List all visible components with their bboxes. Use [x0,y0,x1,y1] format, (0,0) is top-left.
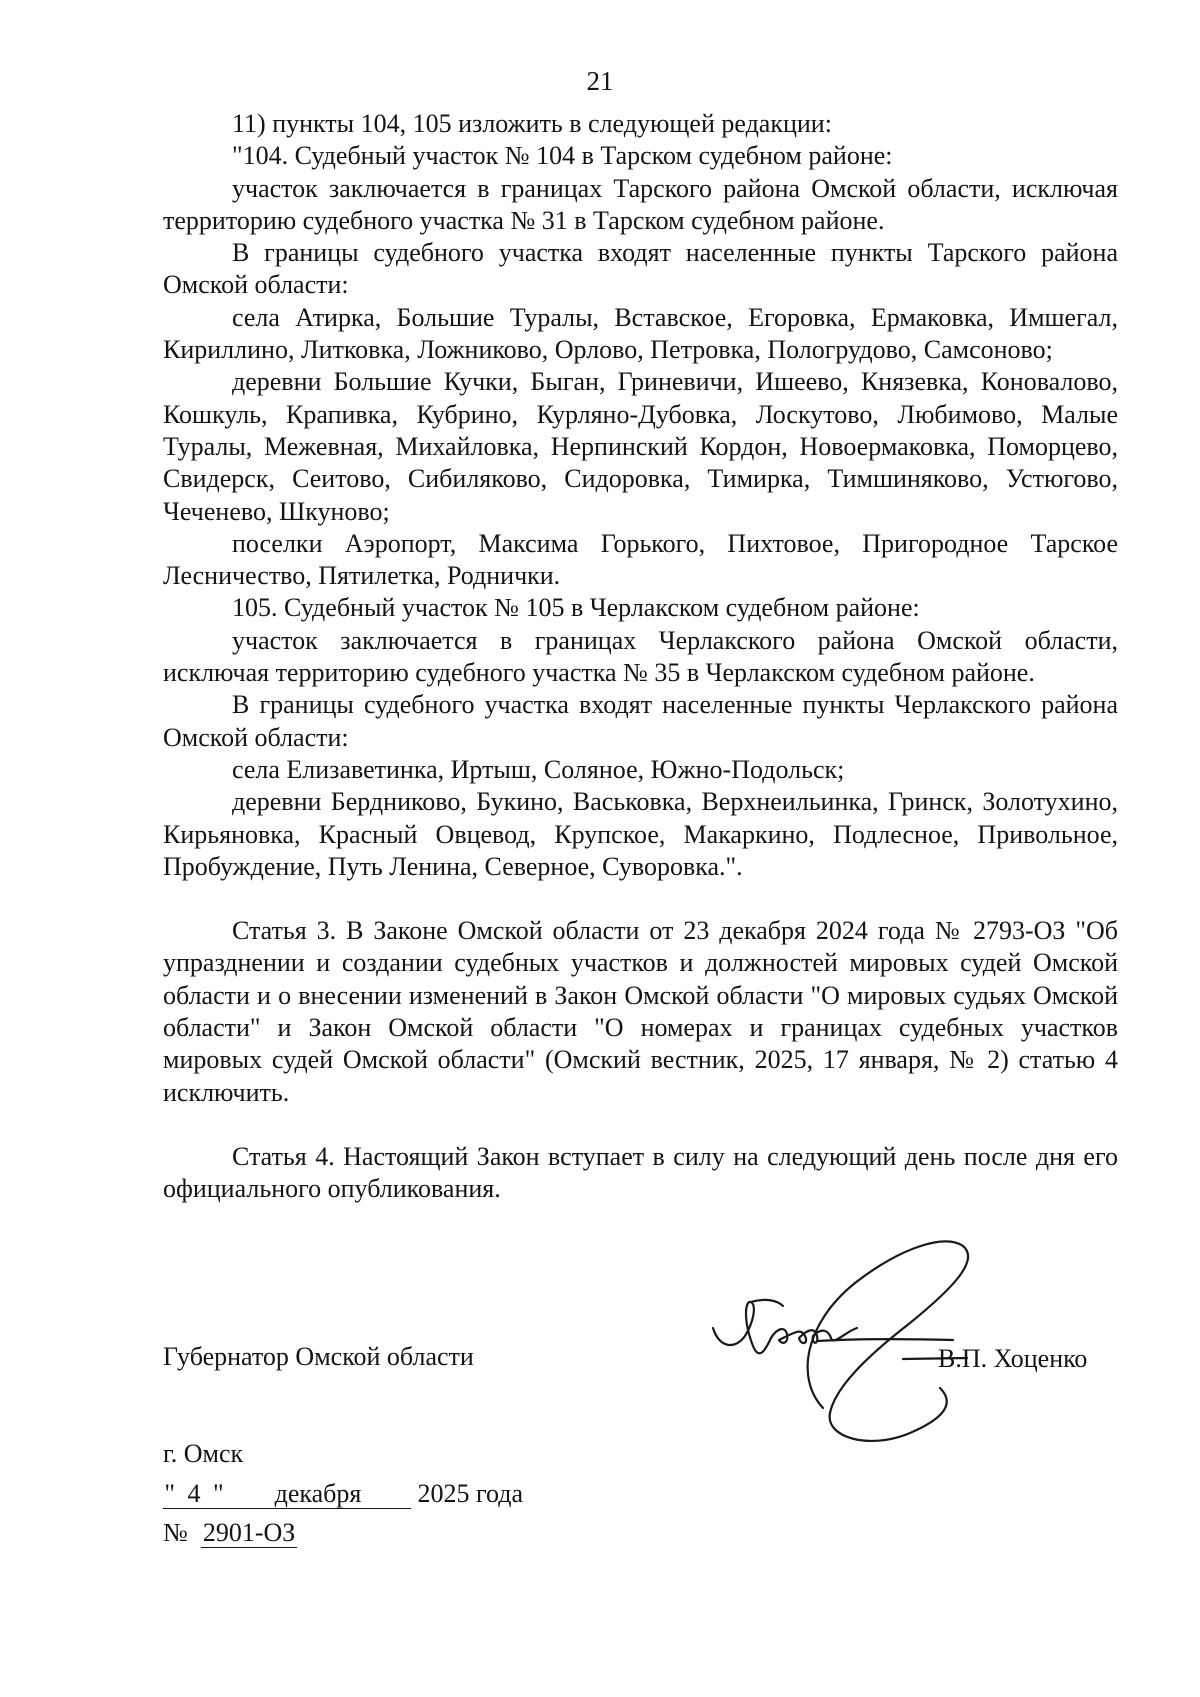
paragraph-item-105-heading: 105. Судебный участок № 105 в Черлакском судебном районе: [232,593,920,623]
law-number-value: 2901-ОЗ [202,1518,296,1547]
paragraph-item-104-boundary: участок заключается в границах Тарского района Омской области, исключая территорию судебного участка № 31 в Тарском судебном районе. [163,173,1118,235]
date-month: декабря [225,1480,411,1509]
signing-date [163,1479,523,1509]
paragraph-item-104-settlements-intro: В границы судебного участка входят населенные пункты Тарского района Омской области: [163,238,1118,300]
page-number: 21 [586,66,614,96]
paragraph-item-105-villages: села Елизаветинка, Иртыш, Соляное, Южно-Подольск; [232,754,845,784]
date-open-quote: " [164,1479,175,1508]
signing-place: г. Омск [163,1439,244,1468]
paragraph-item-104-heading: "104. Судебный участок № 104 в Тарском судебном районе: [232,141,893,171]
date-year: 2025 года [417,1479,524,1508]
law-number [163,1518,297,1548]
date-close-quote: " [213,1479,224,1508]
paragraph-item-104-hamlets: деревни Большие Кучки, Быган, Гриневичи, Ишеево, Князевка, Коновалово, Кошкуль, Крапивка, Кубрино, Курляно-Дубовка, Лоскутово, Любимово, Малые Туралы, Межевная, Михайловка, Нерпинский Кордон, Новоермаковка, Поморцево, Свидерск, Сеитово, Сибиляково, Сидоровка, Тимирка, Тимшиняково, Устюгово, Чеченево, Шкуново; [163,367,1118,526]
paragraph-article-4: Статья 4. Настоящий Закон вступает в силу на следующий день после дня его официального опубликования. [163,1141,1118,1204]
governor-title: Губернатор Омской области [163,1342,474,1371]
paragraph-item-105-boundary: участок заключается в границах Черлакского района Омской области, исключая территорию судебного участка № 35 в Черлакском судебном районе. [163,625,1118,688]
date-day: 4 [187,1479,201,1508]
law-number-prefix: № [163,1518,188,1547]
paragraph-article-3: Статья 3. В Законе Омской области от 23 декабря 2024 года № 2793-ОЗ "Об упразднении и создании судебных участков и должностей мировых судей Омской области и о внесении изменений в Закон Омской области "О мировых судьях Омской области" и Закон Омской области "О номерах и границах судебных участков мировых судей Омской области" (Омский вестник, 2025, 17 января, № 2) статью 4 исключить. [163,916,1118,1107]
handwritten-signature [705,1228,1025,1458]
paragraph-item-104-settlements: поселки Аэропорт, Максима Горького, Пихтовое, Пригородное Тарское Лесничество, Пятилетка, Роднички. [163,528,1118,591]
paragraph-item-105-settlements-intro: В границы судебного участка входят населенные пункты Черлакского района Омской области: [163,690,1118,752]
governor-name: В.П. Хоценко [938,1344,1088,1373]
paragraph-item-104-villages: села Атирка, Большие Туралы, Вставское, Егоровка, Ермаковка, Имшегал, Кириллино, Литковка, Ложниково, Орлово, Петровка, Пологрудово, Самсоново; [163,302,1118,365]
date-day-field [163,1480,225,1509]
paragraph-amendment-intro: 11) пункты 104, 105 изложить в следующей редакции: [232,109,832,138]
paragraph-item-105-hamlets: деревни Бердниково, Букино, Васьковка, Верхнеильинка, Гринск, Золотухино, Кирьяновка, Красный Овцевод, Крупское, Макаркино, Подлесное, Привольное, Пробуждение, Путь Ленина, Северное, Суворовка.". [163,787,1118,881]
